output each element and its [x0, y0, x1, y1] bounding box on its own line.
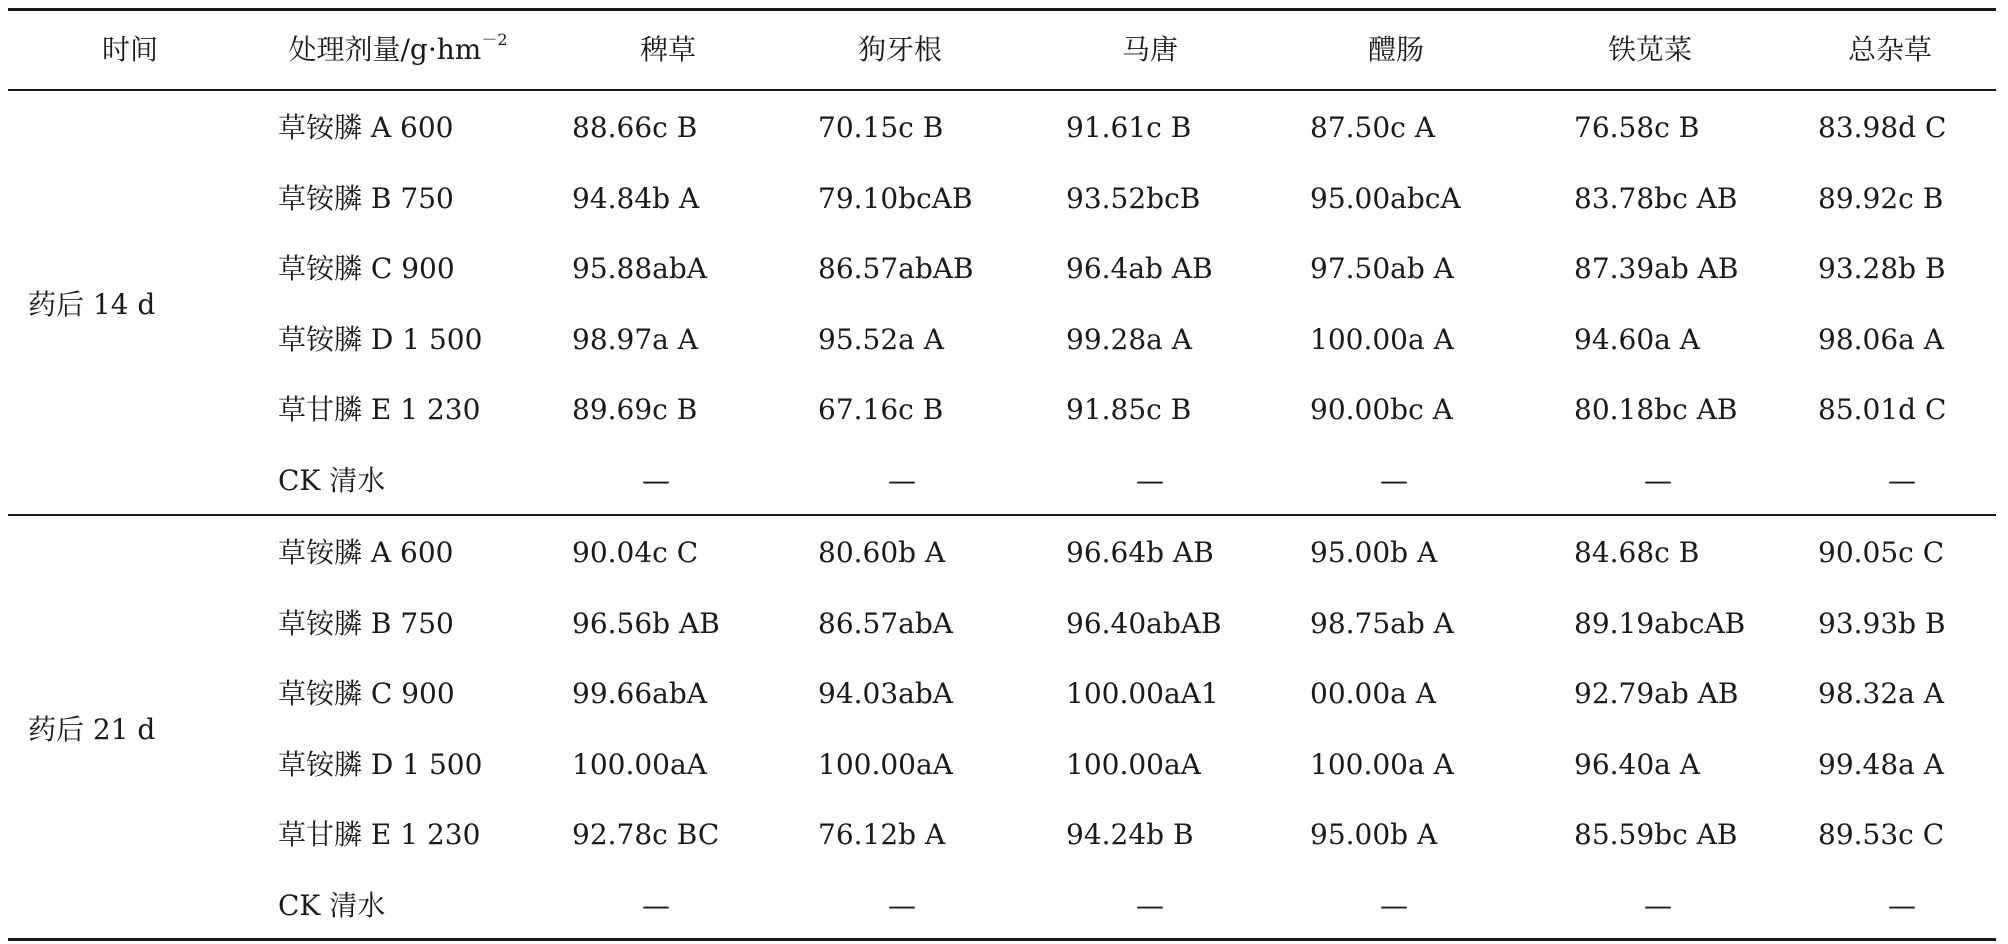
cell-bermudagrass: 67.16c B [818, 393, 944, 426]
cell-barnyardgrass: — [642, 888, 670, 922]
cell-bermudagrass: 86.57abA [818, 606, 953, 640]
cell-crabgrass: 91.85c B [1066, 393, 1192, 426]
cell-total-weeds: 83.98d C [1818, 111, 1947, 144]
header-row [0, 15, 2008, 85]
cell-bermudagrass: 80.60b A [818, 536, 946, 569]
cell-barnyardgrass: 95.88abA [572, 252, 707, 285]
cell-treatment: 草铵膦 A 600 [278, 536, 454, 569]
cell-eclipta: 87.50c A [1310, 111, 1435, 144]
cell-eclipta: 95.00b A [1310, 818, 1438, 851]
header-dose-exponent: －2 [481, 30, 508, 49]
cell-copperleaf: 87.39ab AB [1574, 252, 1739, 285]
cell-bermudagrass: 94.03abA [818, 677, 953, 710]
group-label: 药后 21 d [28, 712, 156, 746]
group-divider-rule [8, 514, 1996, 516]
cell-copperleaf: 94.60a A [1574, 322, 1700, 356]
cell-barnyardgrass: 92.78c BC [572, 818, 720, 851]
header-crabgrass: 马唐 [1121, 33, 1178, 66]
cell-copperleaf: 84.68c B [1574, 536, 1700, 569]
header-bermudagrass: 狗牙根 [857, 33, 942, 66]
cell-copperleaf: 96.40a A [1574, 747, 1700, 781]
cell-eclipta: 100.00a A [1310, 322, 1454, 356]
cell-treatment: 草铵膦 C 900 [278, 252, 455, 285]
bottom-rule [8, 938, 1996, 941]
cell-treatment: 草甘膦 E 1 230 [278, 393, 481, 426]
cell-crabgrass: — [1136, 463, 1164, 497]
cell-crabgrass: — [1136, 888, 1164, 922]
cell-treatment: 草铵膦 C 900 [278, 677, 455, 710]
cell-total-weeds: — [1888, 463, 1916, 497]
group-label: 药后 14 d [28, 287, 156, 321]
header-rule [8, 89, 1996, 91]
header-total-weeds: 总杂草 [1847, 33, 1932, 66]
cell-total-weeds: 98.06a A [1818, 322, 1944, 356]
header-barnyardgrass: 稗草 [639, 33, 696, 66]
table-row [0, 589, 2008, 659]
cell-bermudagrass: 79.10bcAB [818, 181, 973, 215]
cell-total-weeds: — [1888, 888, 1916, 922]
cell-eclipta: 90.00bc A [1310, 393, 1453, 426]
header-eclipta: 醴肠 [1367, 33, 1424, 66]
cell-copperleaf: 83.78bc AB [1574, 181, 1738, 215]
cell-barnyardgrass: 90.04c C [572, 536, 699, 569]
cell-barnyardgrass: — [642, 463, 670, 497]
cell-bermudagrass: 86.57abAB [818, 252, 974, 285]
cell-eclipta: — [1380, 463, 1408, 497]
header-dose-text: 处理剂量/g·hm [288, 33, 482, 66]
cell-treatment: 草铵膦 D 1 500 [278, 322, 483, 356]
cell-copperleaf: 80.18bc AB [1574, 393, 1738, 426]
cell-copperleaf: — [1644, 463, 1672, 497]
cell-treatment: 草铵膦 B 750 [278, 181, 454, 215]
cell-bermudagrass: 70.15c B [818, 111, 944, 144]
cell-treatment: CK 清水 [278, 463, 386, 497]
top-rule [8, 8, 1996, 11]
cell-total-weeds: 99.48a A [1818, 747, 1944, 781]
cell-eclipta: — [1380, 888, 1408, 922]
cell-copperleaf: — [1644, 888, 1672, 922]
cell-treatment: CK 清水 [278, 888, 386, 922]
cell-total-weeds: 89.92c B [1818, 181, 1944, 215]
cell-crabgrass: 96.64b AB [1066, 536, 1214, 569]
cell-crabgrass: 96.40abAB [1066, 606, 1222, 640]
cell-eclipta: 95.00b A [1310, 536, 1438, 569]
table-row [0, 800, 2008, 870]
table-row [0, 730, 2008, 800]
cell-bermudagrass: — [888, 463, 916, 497]
cell-crabgrass: 100.00aA [1066, 747, 1201, 781]
cell-barnyardgrass: 96.56b AB [572, 606, 720, 640]
cell-bermudagrass: 95.52a A [818, 322, 944, 356]
cell-crabgrass: 99.28a A [1066, 322, 1192, 356]
table-row [0, 305, 2008, 375]
cell-total-weeds: 93.28b B [1818, 252, 1946, 285]
table-row [0, 164, 2008, 234]
cell-crabgrass: 100.00aA1 [1066, 677, 1219, 710]
cell-copperleaf: 89.19abcAB [1574, 606, 1746, 640]
cell-copperleaf: 92.79ab AB [1574, 677, 1739, 710]
cell-crabgrass: 96.4ab AB [1066, 252, 1213, 285]
header-dose [248, 15, 548, 85]
cell-copperleaf: 85.59bc AB [1574, 818, 1738, 851]
cell-total-weeds: 98.32a A [1818, 677, 1944, 710]
cell-bermudagrass: 76.12b A [818, 818, 946, 851]
cell-copperleaf: 76.58c B [1574, 111, 1700, 144]
cell-barnyardgrass: 89.69c B [572, 393, 698, 426]
cell-bermudagrass: 100.00aA [818, 747, 953, 781]
cell-barnyardgrass: 99.66abA [572, 677, 707, 710]
cell-eclipta: 00.00a A [1310, 677, 1436, 710]
cell-barnyardgrass: 88.66c B [572, 111, 698, 144]
cell-crabgrass: 91.61c B [1066, 111, 1192, 144]
table-row [0, 93, 2008, 163]
header-copperleaf: 铁苋菜 [1607, 33, 1692, 66]
cell-total-weeds: 90.05c C [1818, 536, 1945, 569]
cell-barnyardgrass: 100.00aA [572, 747, 707, 781]
header-time: 时间 [101, 33, 158, 66]
cell-total-weeds: 85.01d C [1818, 393, 1947, 426]
cell-barnyardgrass: 98.97a A [572, 322, 698, 356]
table-row [0, 446, 2008, 516]
table-row [0, 518, 2008, 588]
cell-crabgrass: 93.52bcB [1066, 181, 1201, 215]
cell-eclipta: 100.00a A [1310, 747, 1454, 781]
cell-bermudagrass: — [888, 888, 916, 922]
table-row [0, 871, 2008, 941]
cell-total-weeds: 89.53c C [1818, 818, 1945, 851]
table-row [0, 659, 2008, 729]
cell-eclipta: 97.50ab A [1310, 252, 1454, 285]
cell-treatment: 草铵膦 D 1 500 [278, 747, 483, 781]
cell-treatment: 草铵膦 A 600 [278, 111, 454, 144]
cell-eclipta: 95.00abcA [1310, 181, 1461, 215]
cell-total-weeds: 93.93b B [1818, 606, 1946, 640]
cell-treatment: 草铵膦 B 750 [278, 606, 454, 640]
cell-eclipta: 98.75ab A [1310, 606, 1454, 640]
cell-treatment: 草甘膦 E 1 230 [278, 818, 481, 851]
table-row [0, 234, 2008, 304]
cell-crabgrass: 94.24b B [1066, 818, 1194, 851]
table-row [0, 375, 2008, 445]
cell-barnyardgrass: 94.84b A [572, 181, 700, 215]
